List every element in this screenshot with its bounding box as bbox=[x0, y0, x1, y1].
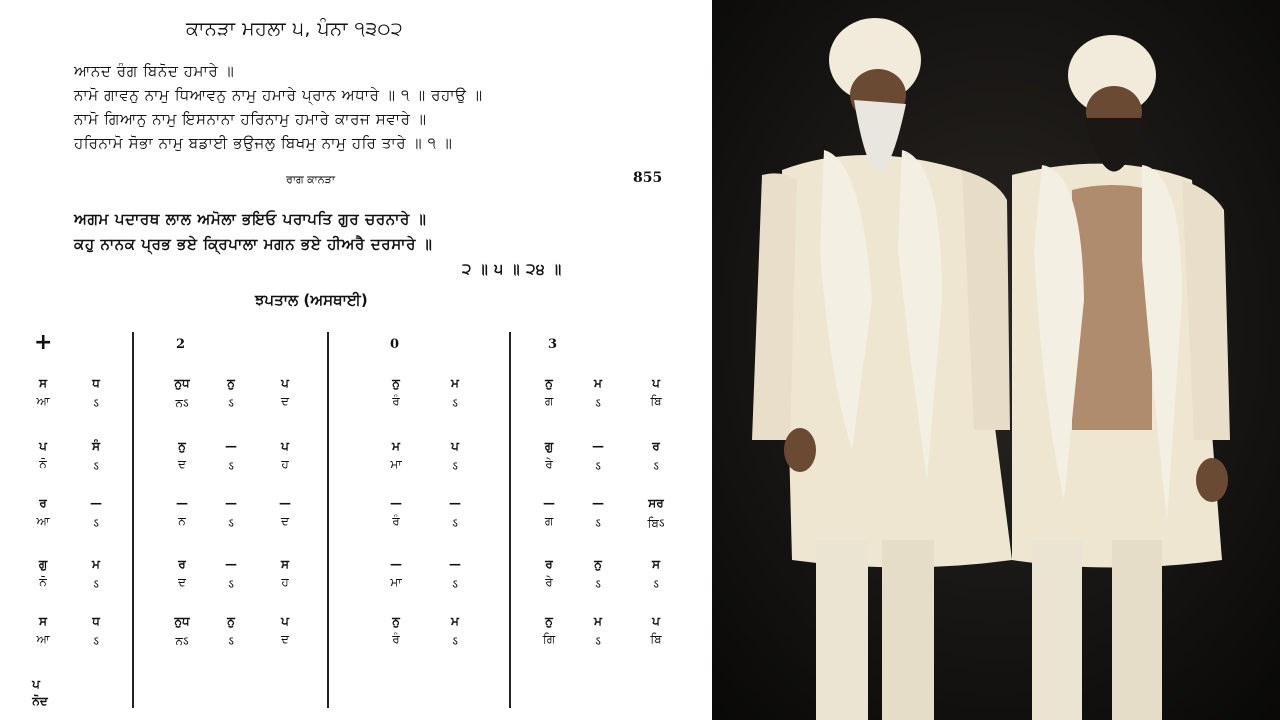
note-cell: ਸ bbox=[39, 376, 47, 390]
bol-cell: ਰੰ bbox=[392, 632, 400, 646]
note-cell: — bbox=[390, 557, 402, 571]
note-cell: ਸੰ bbox=[92, 439, 100, 453]
final-note: ਪ bbox=[32, 677, 40, 691]
note-cell: ਨੁਧ bbox=[174, 614, 190, 628]
note-cell: — bbox=[225, 557, 237, 571]
bol-cell: ਨऽ bbox=[175, 634, 189, 648]
tali-mark-2: 2 bbox=[176, 337, 186, 352]
bol-cell: ਰੇ bbox=[545, 575, 553, 589]
bol-cell: ऽ bbox=[595, 396, 601, 410]
bol-cell: ਰੰ bbox=[392, 394, 400, 408]
note-cell: ਪ bbox=[39, 439, 47, 453]
note-cell: — bbox=[279, 496, 291, 510]
bol-cell: ਬਿ bbox=[650, 394, 662, 408]
note-cell: ਸ bbox=[652, 557, 660, 571]
bol-cell: ऽ bbox=[228, 516, 234, 530]
verse-line-bold: ਅਗਮ ਪਦਾਰਥ ਲਾਲ ਅਮੋਲਾ ਭਇਓ ਪਰਾਪਤਿ ਗੁਰ ਚਰਨਾਰੇ ॥ bbox=[74, 210, 427, 228]
note-cell: ਸਰ bbox=[648, 496, 664, 510]
note-cell: — bbox=[543, 496, 555, 510]
bol-cell: ऽ bbox=[452, 396, 458, 410]
bol-cell: ऽ bbox=[595, 459, 601, 473]
bol-cell: ਹ bbox=[281, 575, 289, 589]
two-men-in-white-turbans-photo bbox=[712, 0, 1280, 720]
note-cell: ਨੁਧ bbox=[174, 376, 190, 390]
note-cell: ਨੁ bbox=[227, 376, 235, 390]
note-cell: ਮ bbox=[451, 614, 459, 628]
note-cell: ਧ bbox=[92, 614, 100, 628]
note-cell: ਮ bbox=[594, 614, 602, 628]
verse-line: ਨਾਮੋ ਗਿਆਨੁ ਨਾਮੁ ਇਸਨਾਨਾ ਹਰਿਨਾਮੁ ਹਮਾਰੇ ਕਾਰਜ ਸਵਾਰੇ ॥ bbox=[74, 110, 427, 128]
bol-cell: ਰੰ bbox=[392, 514, 400, 528]
bol-cell: ਬਿ bbox=[650, 632, 662, 646]
note-cell: ਨੁ bbox=[178, 439, 186, 453]
bol-cell: ਗ bbox=[544, 394, 554, 408]
bol-cell: ऽ bbox=[93, 396, 99, 410]
note-cell: ਪ bbox=[652, 376, 660, 390]
note-cell: ਪ bbox=[451, 439, 459, 453]
verse-line-bold: ਕਹੁ ਨਾਨਕ ਪ੍ਰਭ ਭਏ ਕ੍ਰਿਪਾਲਾ ਮਗਨ ਭਏ ਹੀਅਰੈ ਦਰਸਾਰੇ ॥ bbox=[74, 235, 433, 253]
note-cell: ਰ bbox=[545, 557, 553, 571]
closing-numbers: ੨ ॥ ੫ ॥ ੨੪ ॥ bbox=[462, 260, 562, 278]
final-bol: ਨੋਦ bbox=[32, 694, 48, 708]
vibhag-divider bbox=[132, 332, 134, 708]
bol-cell: ਗ bbox=[544, 514, 554, 528]
bol-cell: ऽ bbox=[93, 459, 99, 473]
bol-cell: ਦ bbox=[281, 394, 289, 408]
note-cell: — bbox=[592, 439, 604, 453]
tali-mark-3: 3 bbox=[548, 337, 558, 352]
bol-cell: ਨऽ bbox=[175, 396, 189, 410]
bol-cell: ਬਿऽ bbox=[647, 516, 665, 530]
note-cell: ਸ bbox=[39, 614, 47, 628]
bol-cell: ऽ bbox=[228, 396, 234, 410]
note-cell: — bbox=[449, 496, 461, 510]
note-cell: ਪ bbox=[281, 439, 289, 453]
bol-cell: ऽ bbox=[595, 516, 601, 530]
bol-cell: ਆ bbox=[36, 394, 50, 408]
note-cell: ਰ bbox=[652, 439, 660, 453]
bol-cell: ऽ bbox=[595, 577, 601, 591]
note-cell: — bbox=[449, 557, 461, 571]
note-cell: — bbox=[225, 439, 237, 453]
note-cell: ਮ bbox=[594, 376, 602, 390]
note-cell: ਨੁ bbox=[594, 557, 602, 571]
bol-cell: ਦ bbox=[178, 575, 186, 589]
note-cell: ਨੁ bbox=[392, 614, 400, 628]
bol-cell: ਆ bbox=[36, 632, 50, 646]
raag-label: ਰਾਗ ਕਾਨੜਾ bbox=[286, 173, 335, 186]
verse-line: ਹਰਿਨਾਮੋ ਸੋਭਾ ਨਾਮੁ ਬਡਾਈ ਭਉਜਲੁ ਬਿਖਮੁ ਨਾਮੁ ਹਰਿ ਤਾਰੇ ॥ ੧ ॥ bbox=[74, 134, 453, 152]
bol-cell: ਨੋ bbox=[39, 457, 47, 471]
bol-cell: ऽ bbox=[228, 634, 234, 648]
bol-cell: ऽ bbox=[452, 577, 458, 591]
bol-cell: ऽ bbox=[228, 459, 234, 473]
note-cell: ਨੁ bbox=[392, 376, 400, 390]
note-cell: ਨੁ bbox=[545, 614, 553, 628]
bol-cell: ऽ bbox=[93, 577, 99, 591]
bol-cell: ਹ bbox=[281, 457, 289, 471]
khali-mark: 0 bbox=[390, 337, 400, 352]
bol-cell: ਆ bbox=[36, 514, 50, 528]
note-cell: ਰ bbox=[178, 557, 186, 571]
bol-cell: ਗਿ bbox=[542, 632, 556, 646]
page-number: 855 bbox=[633, 170, 663, 186]
note-cell: ਗੁ bbox=[38, 557, 48, 571]
bol-cell: ਰੇ bbox=[545, 457, 553, 471]
bol-cell: ऽ bbox=[653, 577, 659, 591]
note-cell: ਪ bbox=[652, 614, 660, 628]
note-cell: — bbox=[390, 496, 402, 510]
note-cell: — bbox=[176, 496, 188, 510]
note-cell: ਧ bbox=[92, 376, 100, 390]
bol-cell: ਮਾ bbox=[390, 457, 402, 471]
bol-cell: ऽ bbox=[452, 459, 458, 473]
bol-cell: ਨ bbox=[178, 514, 186, 528]
note-cell: — bbox=[90, 496, 102, 510]
bol-cell: ਦ bbox=[178, 457, 186, 471]
note-cell: ਗੁ bbox=[544, 439, 554, 453]
bol-cell: ऽ bbox=[595, 634, 601, 648]
bol-cell: ऽ bbox=[653, 459, 659, 473]
bol-cell: ऽ bbox=[452, 634, 458, 648]
tala-heading: ਝਪਤਾਲ (ਅਸਥਾਈ) bbox=[255, 291, 368, 309]
note-cell: ਪ bbox=[281, 376, 289, 390]
bol-cell: ਨੋ bbox=[39, 575, 47, 589]
note-cell: — bbox=[592, 496, 604, 510]
bol-cell: ਦ bbox=[281, 514, 289, 528]
note-cell: ਸ bbox=[281, 557, 289, 571]
note-cell: ਮ bbox=[451, 376, 459, 390]
note-cell: ਰ bbox=[39, 496, 47, 510]
verse-line: ਆਨਦ ਰੰਗ ਬਿਨੋਦ ਹਮਾਰੇ ॥ bbox=[74, 62, 235, 80]
bol-cell: ऽ bbox=[93, 634, 99, 648]
bol-cell: ऽ bbox=[452, 516, 458, 530]
score-title: ਕਾਨੜਾ ਮਹਲਾ ੫, ਪੰਨਾ ੧੩੦੨ bbox=[186, 18, 404, 40]
photo-panel bbox=[712, 0, 1280, 720]
note-cell: — bbox=[225, 496, 237, 510]
note-cell: ਮ bbox=[392, 439, 400, 453]
bol-cell: ਮਾ bbox=[390, 575, 402, 589]
vibhag-divider bbox=[509, 332, 511, 708]
sam-mark: + bbox=[34, 330, 53, 355]
note-cell: ਪ bbox=[281, 614, 289, 628]
note-cell: ਮ bbox=[92, 557, 100, 571]
bol-cell: ऽ bbox=[228, 577, 234, 591]
bol-cell: ਦ bbox=[281, 632, 289, 646]
verse-line: ਨਾਮੋ ਗਾਵਨੁ ਨਾਮੁ ਧਿਆਵਨੁ ਨਾਮੁ ਹਮਾਰੇ ਪ੍ਰਾਨ ਅਧਾਰੇ ॥ ੧ ॥ ਰਹਾਉ ॥ bbox=[74, 86, 483, 104]
note-cell: ਨੁ bbox=[227, 614, 235, 628]
note-cell: ਨੁ bbox=[545, 376, 553, 390]
vibhag-divider bbox=[327, 332, 329, 708]
bol-cell: ऽ bbox=[93, 516, 99, 530]
